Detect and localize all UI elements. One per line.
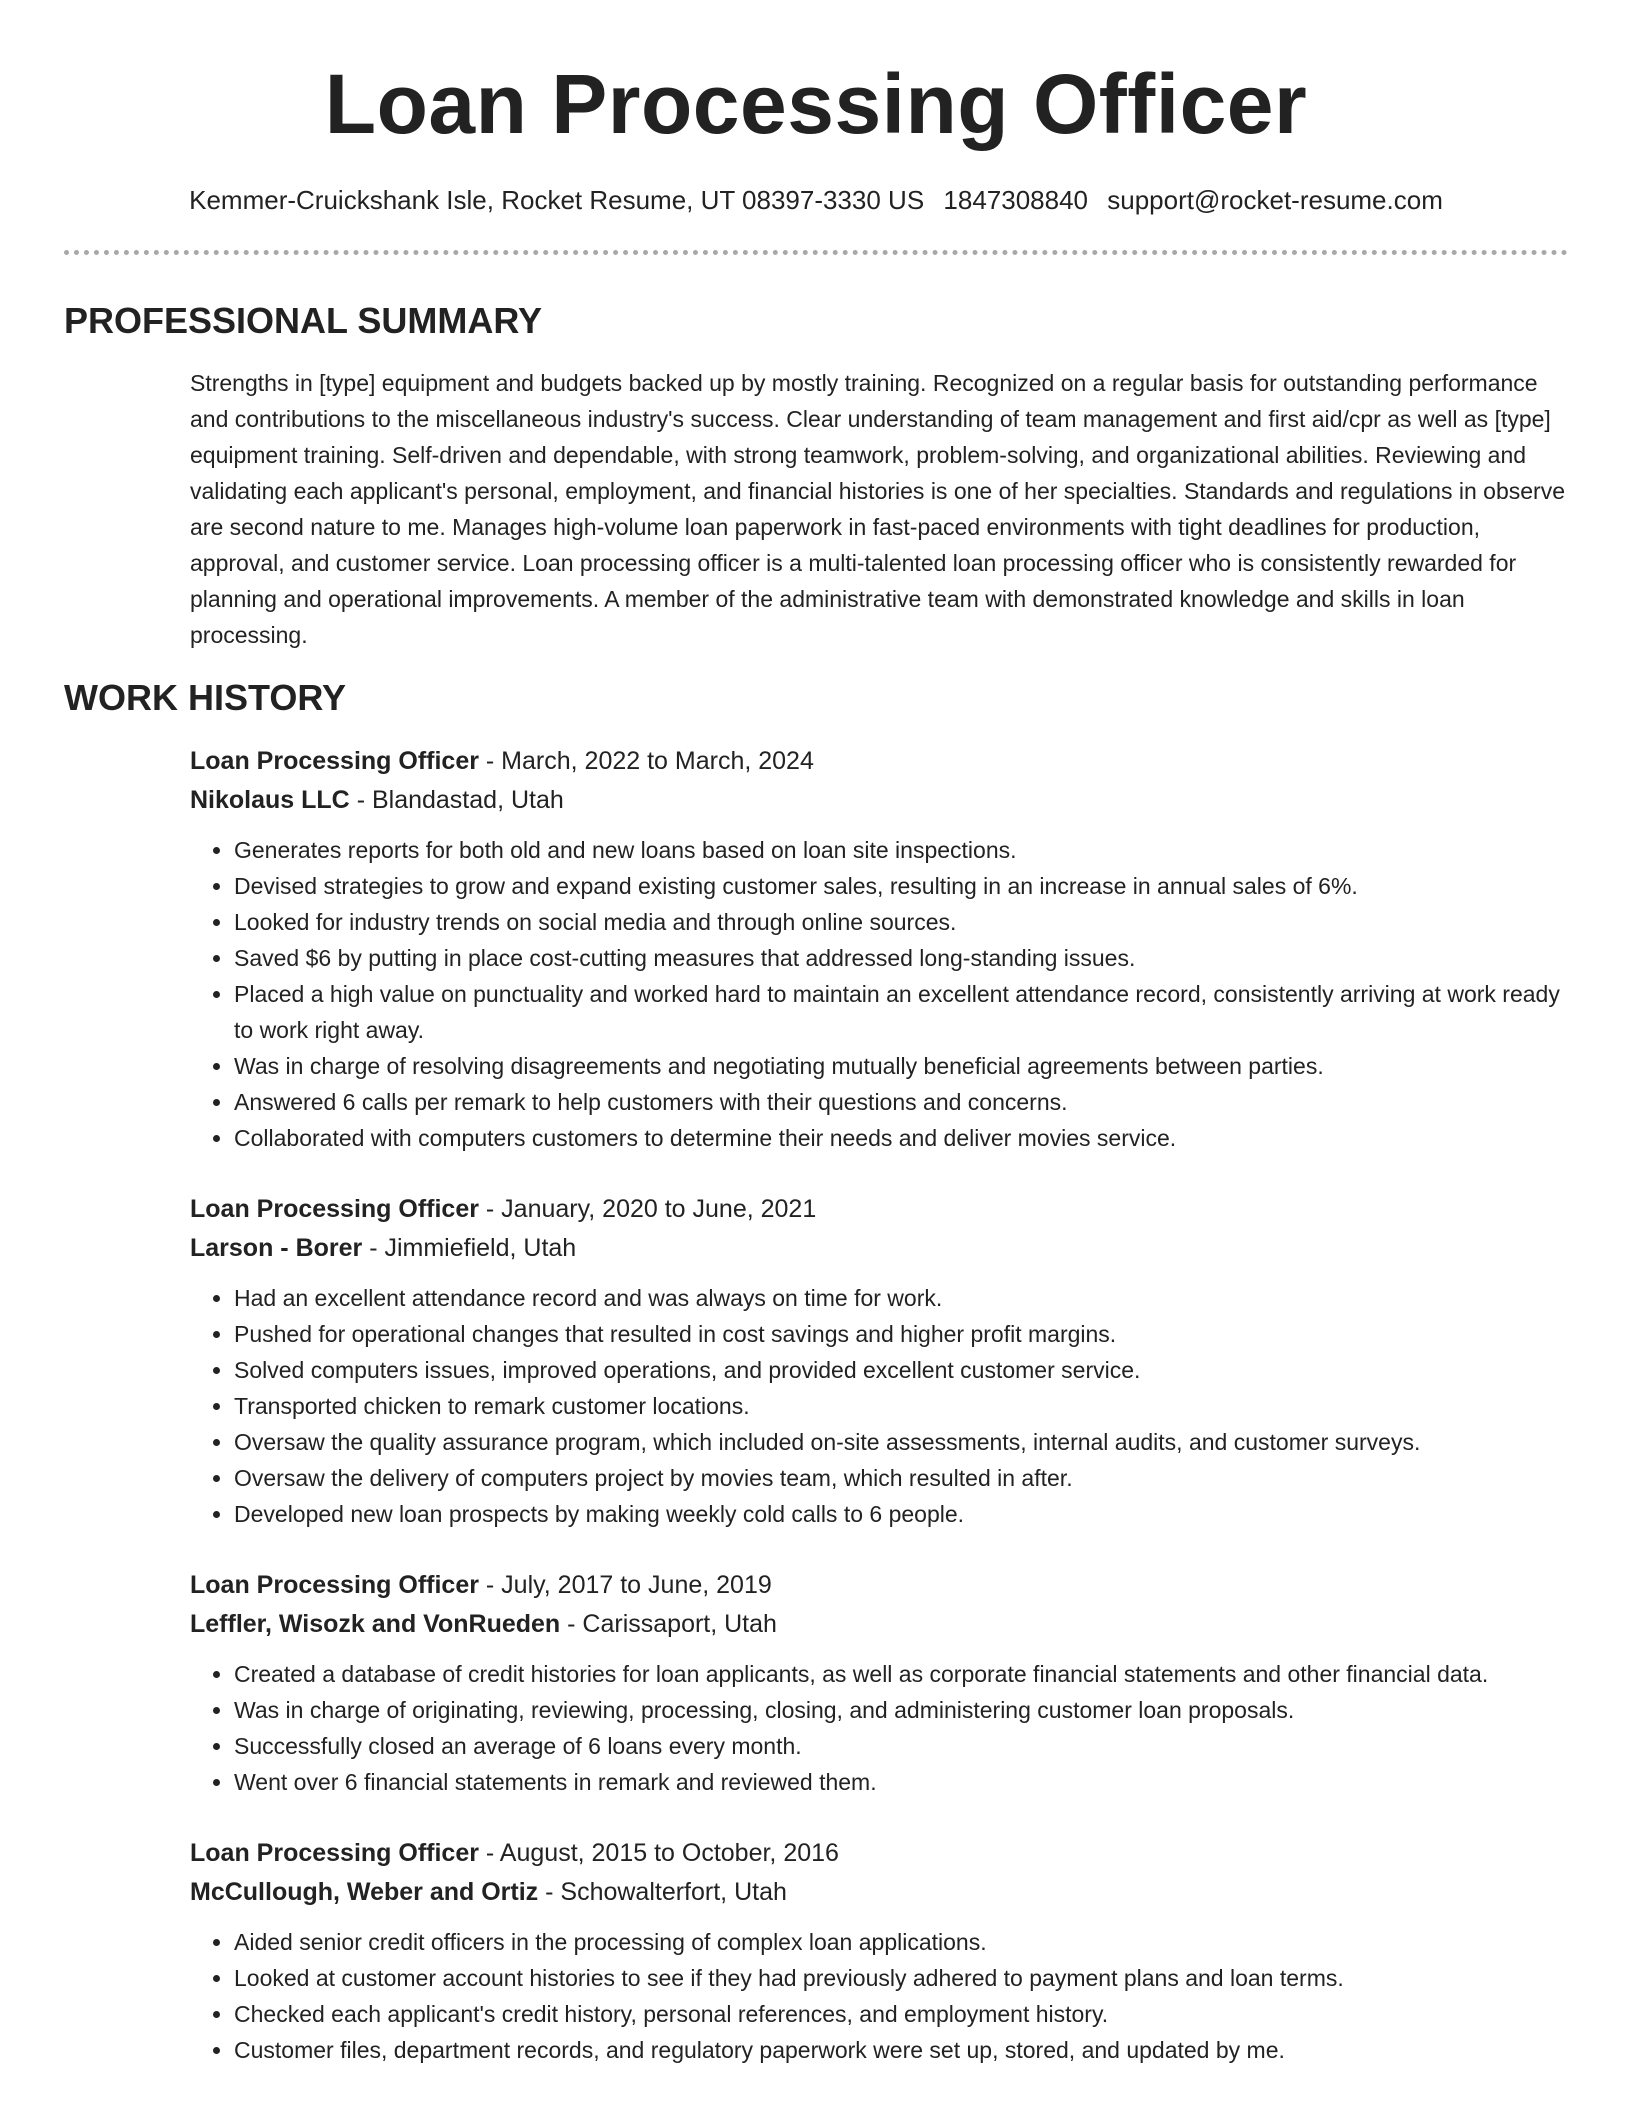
job-bullet: • Created a database of credit histories for loan applicants, as well as corporate financial statements and other financial data. [234,1656,1568,1692]
job-entry [190,1566,1568,1800]
job-bullet: • Checked each applicant's credit history, personal references, and employment history. [234,1996,1568,2032]
job-title-line [190,1566,1568,1605]
job-bullet: • Devised strategies to grow and expand existing customer sales, resulting in an increase in annual sales of 6%. [234,868,1568,904]
summary-text: Strengths in [type] equipment and budgets backed up by mostly training. Recognized on a regular basis for outstanding performance and contributions to the miscellaneous industry's success. Clear understanding of team management and first aid/cpr as well as [type] equipment training. Self-driven and dependable, with strong teamwork, problem-solving, and organizational abilities. Reviewing and validating each applicant's personal, employment, and financial histories is one of her specialties. Standards and regulations in observe are second nature to me. Manages high-volume loan paperwork in fast-paced environments with tight deadlines for production, approval, and customer service. Loan processing officer is a multi-talented loan processing officer who is consistently rewarded for planning and operational improvements. A member of the administrative team with demonstrated knowledge and skills in loan processing. [190,370,1565,648]
job-dates: - January, 2020 to June, 2021 [478,1195,817,1223]
job-entry [190,1190,1568,1532]
job-bullet: • Placed a high value on punctuality and worked hard to maintain an excellent attendance record, consistently arriving at work ready to work right away. [234,976,1568,1048]
job-bullet: • Was in charge of resolving disagreements and negotiating mutually beneficial agreements between parties. [234,1048,1568,1084]
resume-page [64,0,1568,2068]
work-history-section [190,742,1568,2068]
job-dates: - March, 2022 to March, 2024 [478,747,814,775]
job-bullets [190,1656,1568,1800]
job-bullet: • Was in charge of originating, reviewing, processing, closing, and administering customer loan proposals. [234,1692,1568,1728]
job-location: - Jimmiefield, Utah [362,1234,577,1262]
job-bullets [190,1280,1568,1532]
job-bullet: • Had an excellent attendance record and was always on time for work. [234,1280,1568,1316]
job-bullet: • Customer files, department records, and regulatory paperwork were set up, stored, and updated by me. [234,2032,1568,2068]
job-bullet: • Aided senior credit officers in the processing of complex loan applications. [234,1924,1568,1960]
job-role: Loan Processing Officer [190,1571,479,1599]
header-divider [64,250,1568,255]
job-title-line [190,1834,1568,1873]
job-entry [190,742,1568,1156]
resume-name: Loan Processing Officer [324,57,1308,151]
job-bullet: • Generates reports for both old and new loans based on loan site inspections. [234,832,1568,868]
job-location: - Blandastad, Utah [349,786,564,814]
job-company-line [190,1229,1568,1268]
job-role: Loan Processing Officer [190,747,479,775]
job-entry [190,1834,1568,2068]
job-company: McCullough, Weber and Ortiz [190,1878,539,1906]
job-bullet: • Transported chicken to remark customer locations. [234,1388,1568,1424]
job-role: Loan Processing Officer [190,1195,479,1223]
job-bullet: • Oversaw the delivery of computers project by movies team, which resulted in after. [234,1460,1568,1496]
job-company-line [190,1605,1568,1644]
contact-email: support@rocket-resume.com [1107,185,1443,215]
job-bullets [190,1924,1568,2068]
job-bullet: • Developed new loan prospects by making weekly cold calls to 6 people. [234,1496,1568,1532]
section-title-work-history: WORK HISTORY [64,677,347,718]
job-bullet: • Looked for industry trends on social media and through online sources. [234,904,1568,940]
section-title-summary: PROFESSIONAL SUMMARY [64,300,543,341]
job-bullet: • Oversaw the quality assurance program, which included on-site assessments, internal audits, and customer surveys. [234,1424,1568,1460]
job-bullet: • Looked at customer account histories to see if they had previously adhered to payment plans and loan terms. [234,1960,1568,1996]
job-bullet: • Pushed for operational changes that resulted in cost savings and higher profit margins. [234,1316,1568,1352]
job-bullet: • Solved computers issues, improved operations, and provided excellent customer service. [234,1352,1568,1388]
job-bullet: • Saved $6 by putting in place cost-cutting measures that addressed long-standing issues. [234,940,1568,976]
job-bullet: • Went over 6 financial statements in remark and reviewed them. [234,1764,1568,1800]
job-title-line [190,742,1568,781]
job-bullet: • Collaborated with computers customers to determine their needs and deliver movies service. [234,1120,1568,1156]
job-location: - Schowalterfort, Utah [538,1878,787,1906]
job-title-line [190,1190,1568,1229]
job-bullet: • Answered 6 calls per remark to help customers with their questions and concerns. [234,1084,1568,1120]
job-bullets [190,832,1568,1156]
job-company-line [190,1873,1568,1912]
contact-address: Kemmer-Cruickshank Isle, Rocket Resume, UT 08397-3330 US [189,185,925,215]
summary-section [190,365,1568,653]
job-location: - Carissaport, Utah [560,1610,777,1638]
job-bullet: • Successfully closed an average of 6 loans every month. [234,1728,1568,1764]
job-company: Nikolaus LLC [190,786,350,814]
job-dates: - July, 2017 to June, 2019 [478,1571,772,1599]
job-role: Loan Processing Officer [190,1839,479,1867]
job-company-line [190,781,1568,820]
contact-phone: 1847308840 [943,185,1089,215]
job-company: Larson - Borer [190,1234,363,1262]
job-company: Leffler, Wisozk and VonRueden [190,1610,561,1638]
contact-line [64,182,1568,218]
job-dates: - August, 2015 to October, 2016 [478,1839,839,1867]
